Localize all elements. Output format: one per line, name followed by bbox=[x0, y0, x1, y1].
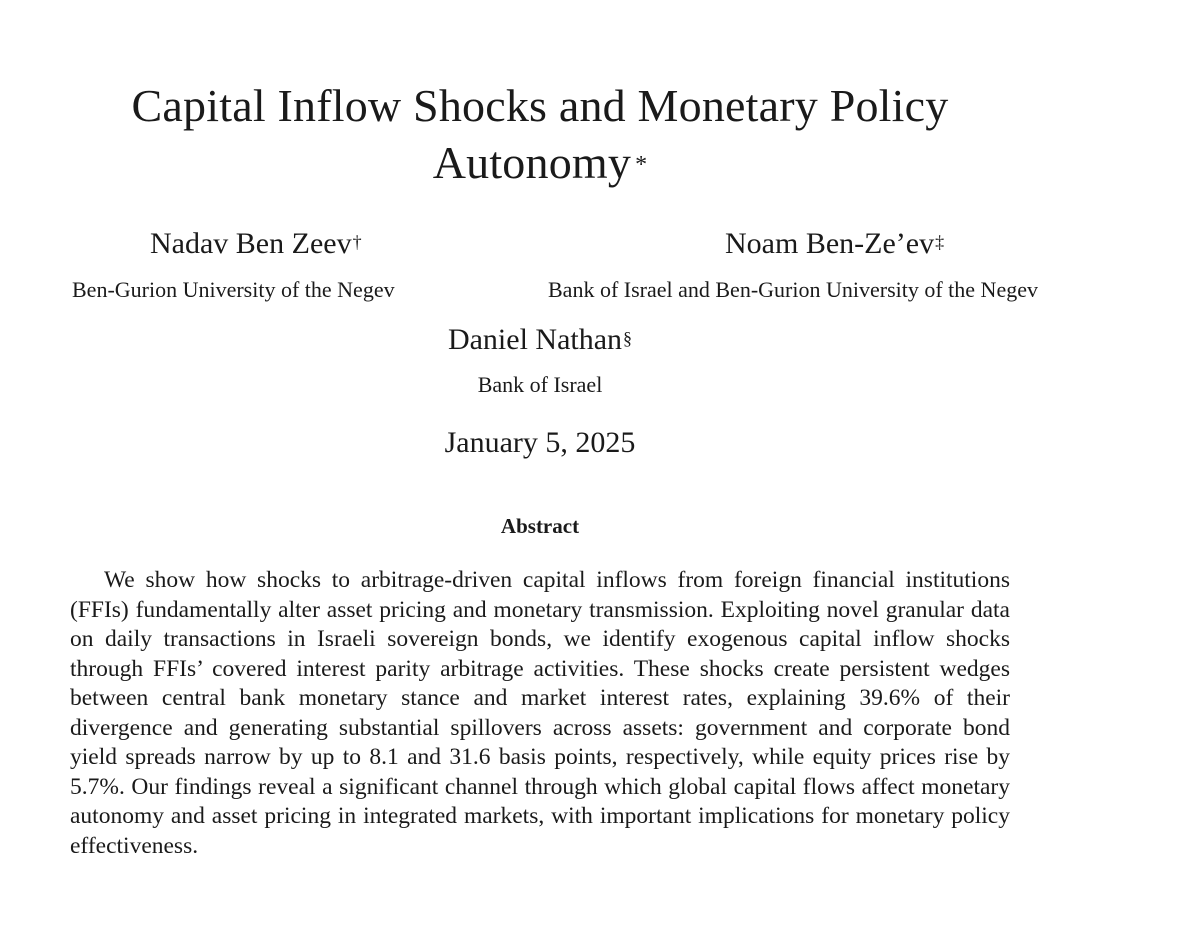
author-affiliation-3: Bank of Israel bbox=[477, 372, 603, 397]
author-2-footnote-mark: ‡ bbox=[935, 232, 945, 252]
author-name-2 bbox=[725, 226, 944, 262]
paper-title-text-2: Autonomy bbox=[432, 137, 632, 188]
author-3-text: Daniel Nathan bbox=[447, 323, 623, 356]
paper-title-text-1: Capital Inflow Shocks and Monetary Policy bbox=[131, 80, 949, 131]
author-2-text: Noam Ben-Ze’ev bbox=[725, 227, 935, 260]
paper-title-line-2 bbox=[60, 135, 1020, 191]
abstract-body: We show how shocks to arbitrage-driven capital inflows from foreign financial institutions (FFIs) fundamentally alter asset pricing and monetary transmission. Exploiting novel granular data on daily transactions in Israeli sovereign bonds, we identify exogenous capital inflow shocks through FFIs’ covered interest parity arbitrage activities. These shocks create persistent wedges between central bank monetary stance and market interest rates, explaining 39.6% of their divergence and generating substantial spillovers across assets: government and corporate bond yield spreads narrow by up to 8.1 and 31.6 basis points, respectively, while equity prices rise by 5.7%. Our findings reveal a significant channel through which global capital flows affect monetary autonomy and asset pricing in integrated markets, with important implications for monetary policy effectiveness. bbox=[70, 567, 1010, 859]
paper-title-line-1 bbox=[60, 78, 1020, 134]
author-name-3 bbox=[240, 322, 840, 358]
author-1-footnote-mark: † bbox=[352, 232, 362, 252]
author-1-text: Nadav Ben Zeev bbox=[150, 227, 352, 260]
author-3-footnote-mark: § bbox=[623, 328, 633, 348]
paper-date: January 5, 2025 bbox=[444, 426, 636, 459]
author-affiliation-1: Ben-Gurion University of the Negev bbox=[72, 277, 395, 302]
author-name-1 bbox=[150, 226, 362, 262]
abstract-heading: Abstract bbox=[500, 514, 580, 538]
author-affiliation-2: Bank of Israel and Ben-Gurion University of the Negev bbox=[548, 277, 1038, 302]
title-footnote-mark: * bbox=[635, 152, 648, 178]
